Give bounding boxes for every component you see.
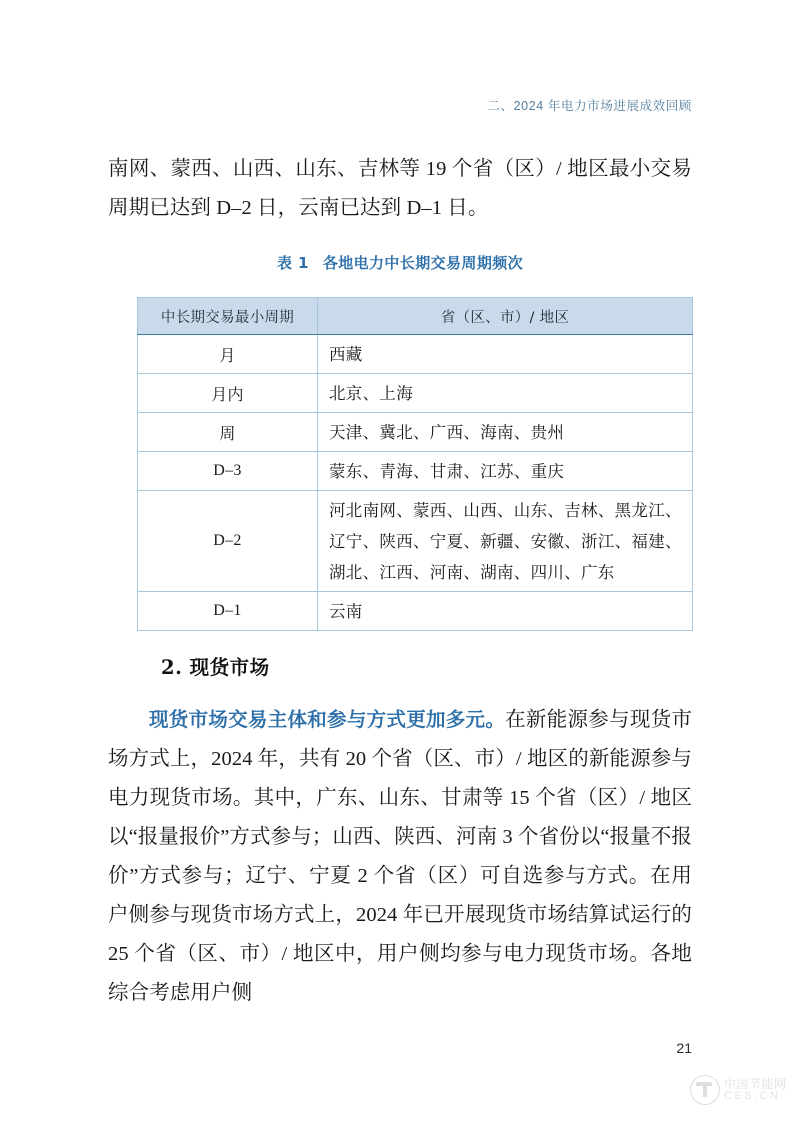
cell-period: 月内 <box>138 374 318 413</box>
cell-period: 周 <box>138 413 318 452</box>
paragraph-lead-emphasis: 现货市场交易主体和参与方式更加多元。 <box>149 708 506 731</box>
table-row <box>138 592 693 631</box>
table-row <box>138 452 693 491</box>
watermark-text <box>724 1078 787 1102</box>
column-header-regions: 省（区、市）/ 地区 <box>318 298 693 335</box>
cell-regions <box>318 413 693 452</box>
cell-regions <box>318 491 693 592</box>
region-line: 天津、冀北、广西、海南、贵州 <box>329 422 565 442</box>
table-caption-title: 各地电力中长期交易周期频次 <box>322 254 524 272</box>
region-line: 西藏 <box>329 344 363 364</box>
body-text-column-lower <box>108 700 692 1013</box>
cell-period: 月 <box>138 335 318 374</box>
body-text-column <box>108 150 692 228</box>
section-heading: 2. 现货市场 <box>161 656 270 679</box>
watermark-en-label: CES.CN <box>724 1089 781 1102</box>
region-line: 北京、上海 <box>329 383 413 403</box>
table-caption-label: 表 1 <box>276 254 309 272</box>
cell-regions <box>318 592 693 631</box>
paragraph-continuation: 南网、蒙西、山西、山东、吉林等 19 个省（区）/ 地区最小交易周期已达到 D–2 日，云南已达到 D–1 日。 <box>108 158 692 219</box>
cell-regions <box>318 374 693 413</box>
watermark <box>690 1075 787 1105</box>
table-row <box>138 413 693 452</box>
region-line: 河北南网、蒙西、山西、山东、吉林、黑龙江、 <box>329 500 682 520</box>
cell-period: D–1 <box>138 592 318 631</box>
table-row <box>138 335 693 374</box>
table-container <box>137 297 693 631</box>
region-line: 辽宁、陕西、宁夏、新疆、安徽、浙江、福建、 <box>329 531 682 551</box>
trading-cycle-table <box>137 297 693 631</box>
ces-logo-icon <box>690 1075 720 1105</box>
region-line: 云南 <box>329 601 363 621</box>
table-header-row <box>138 298 693 335</box>
paragraph-body: 在新能源参与现货市场方式上，2024 年，共有 20 个省（区、市）/ 地区的新能源参与电力现货市场。其中，广东、山东、甘肃等 15 个省（区）/ 地区以“报量报价”方式参与；山西、陕西、河南 3 个省份以“报量不报价”方式参与；辽宁、宁夏 2 个省（区）可自选参与方式。在用户侧参与现货市场方式上，2024 年已开展现货市场结算试运行的 25 个省（区、市）/ 地区中，用户侧均参与电力现货市场。各地综合考虑用户侧 <box>108 709 692 1004</box>
column-header-period: 中长期交易最小周期 <box>138 298 318 335</box>
table-row <box>138 491 693 592</box>
cell-regions <box>318 335 693 374</box>
cell-period: D–2 <box>138 491 318 592</box>
paragraph-spot-market <box>108 700 692 1013</box>
running-header: 二、2024 年电力市场进展成效回顾 <box>487 99 692 113</box>
page-number: 21 <box>676 1040 692 1056</box>
watermark-cn-label: 中国节能网 <box>724 1076 787 1091</box>
region-line: 蒙东、青海、甘肃、江苏、重庆 <box>329 461 565 481</box>
cell-period: D–3 <box>138 452 318 491</box>
cell-regions <box>318 452 693 491</box>
table-row <box>138 374 693 413</box>
region-line: 湖北、江西、河南、湖南、四川、广东 <box>329 562 615 582</box>
table-caption <box>0 252 800 273</box>
